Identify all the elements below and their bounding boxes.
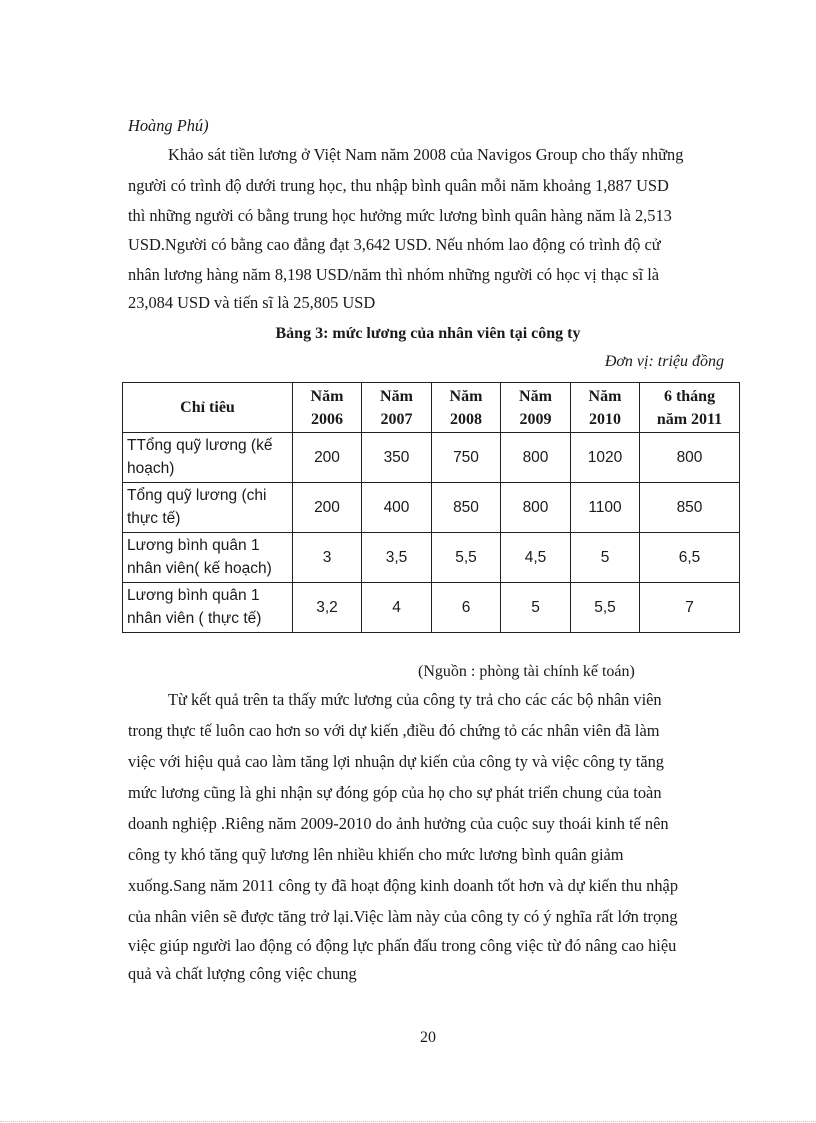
table-cell: 5,5	[432, 533, 501, 583]
paragraph-line: doanh nghiệp .Riêng năm 2009-2010 do ảnh hưởng của cuộc suy thoái kinh tế nên	[128, 814, 669, 833]
paragraph-line: việc giúp người lao động có động lực phấn đấu trong công việc từ đó nâng cao hiệu	[128, 936, 677, 955]
row-label: Tổng quỹ lương (chi thực tế)	[123, 483, 293, 533]
header-year: 6 tháng năm 2011	[640, 383, 740, 433]
page-number: 20	[420, 1029, 436, 1046]
table-cell: 6	[432, 583, 501, 633]
table-cell: 800	[501, 483, 571, 533]
table-cell: 850	[640, 483, 740, 533]
salary-table	[122, 382, 740, 633]
row-label: Lương bình quân 1 nhân viên( kế hoạch)	[123, 533, 293, 583]
paragraph-line: của nhân viên sẽ được tăng trở lại.Việc làm này của công ty có ý nghĩa rất lớn trọng	[128, 907, 678, 926]
table-cell: 750	[432, 433, 501, 483]
table-row	[123, 533, 740, 583]
paragraph-line: nhân lương hàng năm 8,198 USD/năm thì nhóm những người có học vị thạc sĩ là	[128, 265, 660, 284]
paragraph-line: người có trình độ dưới trung học, thu nhập bình quân mỗi năm khoảng 1,887 USD	[128, 176, 669, 195]
row-label: TTổng quỹ lương (kế hoạch)	[123, 433, 293, 483]
table-cell: 7	[640, 583, 740, 633]
header-year: Năm 2010	[571, 383, 640, 433]
row-label: Lương bình quân 1 nhân viên ( thực tế)	[123, 583, 293, 633]
table-cell: 5	[501, 583, 571, 633]
paragraph-line: thì những người có bằng trung học hưởng mức lương bình quân hàng năm là 2,513	[128, 206, 672, 225]
table-cell: 1020	[571, 433, 640, 483]
paragraph-line: 23,084 USD và tiến sĩ là 25,805 USD	[128, 293, 376, 312]
table-row	[123, 433, 740, 483]
table-source: (Nguồn : phòng tài chính kế toán)	[418, 663, 635, 680]
paragraph-line: USD.Người có bằng cao đẳng đạt 3,642 USD. Nếu nhóm lao động có trình độ cử	[128, 235, 661, 254]
table-cell: 4	[362, 583, 432, 633]
header-year: Năm 2007	[362, 383, 432, 433]
page-bottom-divider	[0, 1121, 816, 1122]
header-year: Năm 2006	[293, 383, 362, 433]
paragraph-line: trong thực tế luôn cao hơn so với dự kiến ,điều đó chứng tỏ các nhân viên đã làm	[128, 721, 660, 740]
table-header-row	[123, 383, 740, 433]
table-cell: 400	[362, 483, 432, 533]
paragraph-line: Từ kết quả trên ta thấy mức lương của công ty trả cho các các bộ nhân viên	[168, 690, 662, 709]
table-cell: 5,5	[571, 583, 640, 633]
table-cell: 850	[432, 483, 501, 533]
table-caption: Bảng 3: mức lương của nhân viên tại công ty	[275, 325, 581, 342]
table-cell: 3,5	[362, 533, 432, 583]
citation-fragment: Hoàng Phú)	[128, 116, 209, 135]
paragraph-line: quả và chất lượng công việc chung	[128, 964, 357, 983]
table-cell: 800	[501, 433, 571, 483]
table-cell: 800	[640, 433, 740, 483]
header-year: Năm 2009	[501, 383, 571, 433]
table-cell: 6,5	[640, 533, 740, 583]
paragraph-line: công ty khó tăng quỹ lương lên nhiều khiến cho mức lương bình quân giảm	[128, 845, 624, 864]
paragraph-line: Khảo sát tiền lương ở Việt Nam năm 2008 của Navigos Group cho thấy những	[168, 145, 684, 164]
table-unit: Đơn vị: triệu đồng	[604, 353, 724, 370]
header-year: Năm 2008	[432, 383, 501, 433]
paragraph-line: xuống.Sang năm 2011 công ty đã hoạt động kinh doanh tốt hơn và dự kiến thu nhập	[128, 876, 679, 895]
table-row	[123, 483, 740, 533]
table-cell: 5	[571, 533, 640, 583]
table-cell: 3,2	[293, 583, 362, 633]
table-cell: 200	[293, 433, 362, 483]
table-cell: 1100	[571, 483, 640, 533]
paragraph-line: mức lương cũng là ghi nhận sự đóng góp của họ cho sự phát triển chung của toàn	[128, 783, 662, 802]
header-indicator: Chỉ tiêu	[123, 383, 293, 433]
table-cell: 4,5	[501, 533, 571, 583]
paragraph-line: việc với hiệu quả cao làm tăng lợi nhuận dự kiến của công ty và việc công ty tăng	[128, 752, 664, 771]
table-cell: 200	[293, 483, 362, 533]
table-cell: 350	[362, 433, 432, 483]
table-row	[123, 583, 740, 633]
table-cell: 3	[293, 533, 362, 583]
